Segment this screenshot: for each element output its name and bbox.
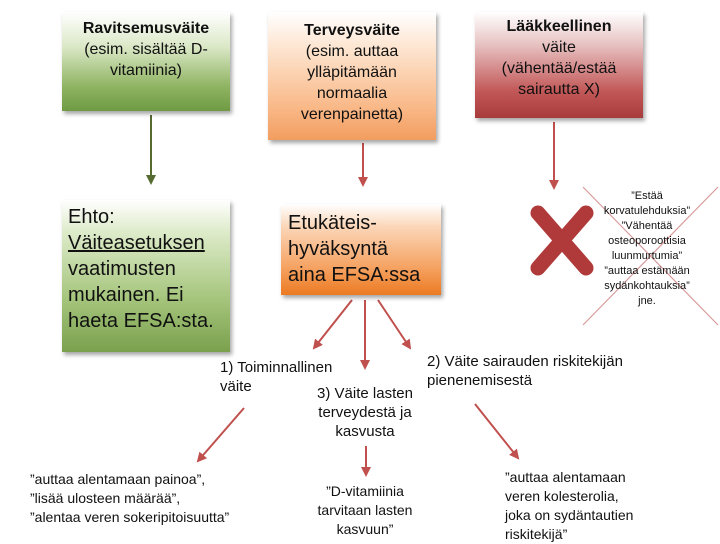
health-claim-line3: normaalia: [316, 85, 388, 102]
example-children-line3: kasvuun”: [336, 521, 394, 537]
example-risk-line1: ”auttaa alentamaan: [505, 469, 626, 485]
preapproval-line1: Etukäteis-: [288, 212, 377, 234]
example-children-line2: tarvitaan lasten: [317, 502, 413, 518]
rejected-line8: jne.: [638, 295, 656, 307]
arrow-to-functional: [314, 300, 352, 348]
branch-functional-line1: 1) Toiminnallinen: [220, 359, 333, 376]
rejected-line2: korvatulehduksia”: [603, 205, 691, 217]
branch-risk-line1: 2) Väite sairauden riskitekijän: [427, 353, 623, 370]
medical-claim-line1: väite: [542, 39, 576, 56]
arrow-functional-example: [198, 408, 244, 461]
branch-children-line1: 3) Väite lasten: [317, 385, 413, 402]
condition-box: [62, 200, 230, 352]
example-risk-line4: riskitekijä”: [505, 526, 568, 542]
branch-risk-line2: pienenemisestä: [427, 372, 533, 389]
example-children-line1: ”D-vitamiinia: [326, 483, 404, 499]
medical-claim-line3: sairautta X): [518, 81, 600, 98]
rejected-line4: osteoporoottisia: [608, 235, 686, 247]
rejected-line6: ”auttaa estämään: [604, 265, 690, 277]
medical-claim-line2: (vähentää/estää: [501, 60, 617, 77]
health-claim-title: Terveysväite: [304, 22, 400, 39]
nutrition-claim-line2: vitamiinia): [109, 62, 182, 79]
example-risk-line3: joka on sydäntautien: [505, 507, 634, 523]
health-claim-line4: verenpainetta): [300, 106, 404, 123]
health-claim-line2: ylläpitämään: [307, 64, 397, 81]
nutrition-claim-title: Ravitsemusväite: [82, 20, 210, 37]
rejected-line7: sydänkohtauksia”: [604, 280, 690, 292]
rejected-claims-list: [578, 189, 716, 309]
arrow-to-risk: [378, 300, 410, 348]
health-claim-box: [268, 12, 436, 140]
condition-line2: Väiteasetuksen: [68, 232, 205, 254]
condition-line5: haeta EFSA:sta.: [68, 310, 214, 332]
branch-children-line2: terveydestä ja: [318, 404, 412, 421]
preapproval-line3: aina EFSA:ssa: [288, 264, 421, 286]
nutrition-claim-box: [62, 12, 230, 111]
rejected-line5: luunmurtumia”: [611, 250, 683, 262]
medical-claim-box: [475, 12, 643, 118]
condition-line1: Ehto:: [68, 206, 115, 228]
branch-children: [305, 384, 425, 441]
example-functional: [30, 470, 229, 527]
branch-functional-line2: väite: [220, 378, 252, 395]
rejected-line1: ”Estää: [631, 190, 663, 202]
example-children: [300, 482, 430, 539]
medical-claim-title: Lääkkeellinen: [506, 18, 612, 35]
condition-line3: vaatimusten: [68, 258, 176, 280]
example-functional-line1: ”auttaa alentamaan painoa”,: [30, 471, 206, 487]
branch-risk: [427, 352, 623, 390]
arrow-risk-example: [475, 404, 518, 458]
example-functional-line2: ”lisää ulosteen määrää”,: [30, 490, 181, 506]
example-risk-line2: veren kolesterolia,: [505, 488, 619, 504]
condition-line4: mukainen. Ei: [68, 284, 184, 306]
example-risk: [505, 468, 633, 544]
preapproval-box: [281, 204, 441, 295]
preapproval-line2: hyväksyntä: [288, 238, 389, 260]
nutrition-claim-line1: (esim. sisältää D-: [84, 41, 208, 58]
rejected-line3: ”Vähentää: [621, 220, 673, 232]
health-claim-line1: (esim. auttaa: [305, 43, 399, 60]
example-functional-line3: ”alentaa veren sokeripitoisuutta”: [30, 509, 230, 525]
branch-children-line3: kasvusta: [335, 423, 395, 440]
